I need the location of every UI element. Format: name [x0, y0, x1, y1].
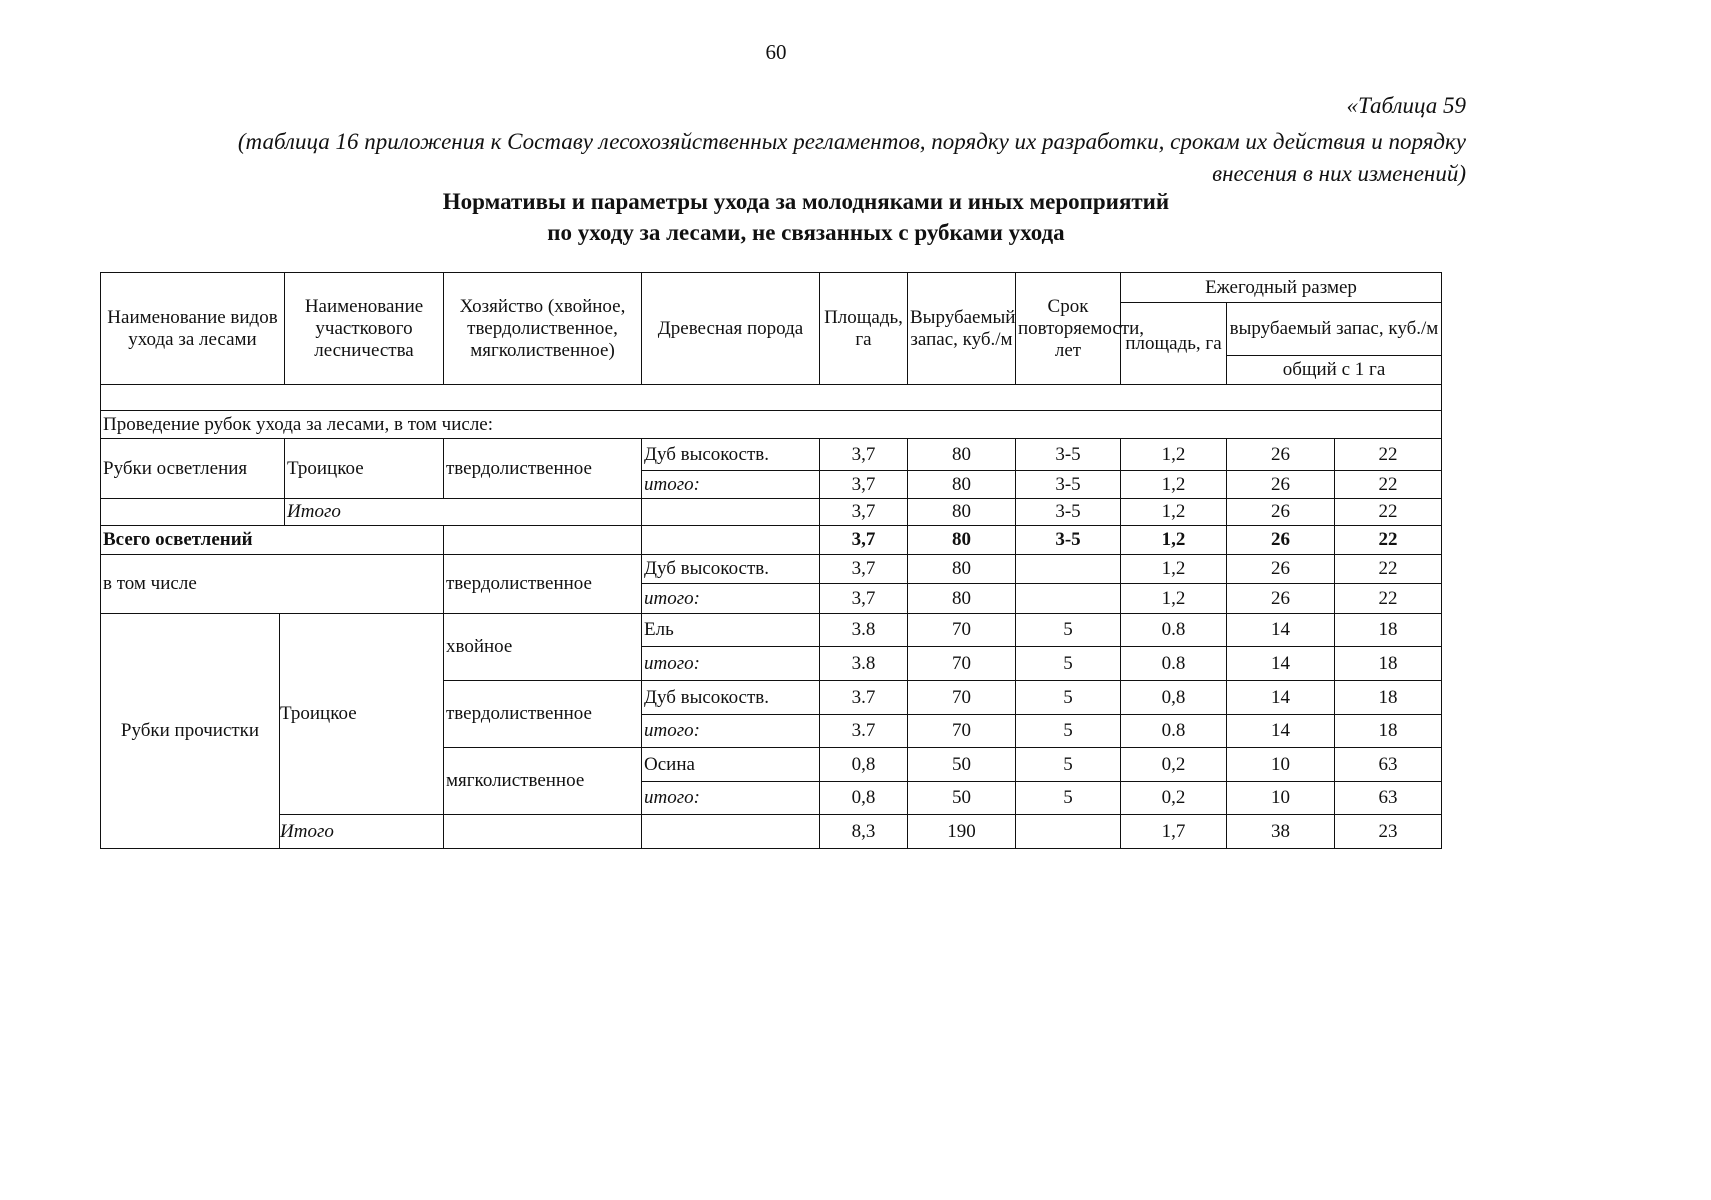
spacer-row	[101, 385, 1442, 411]
table-row	[101, 555, 1442, 584]
cell-period: 3-5	[1016, 526, 1121, 555]
cell-stock: 190	[908, 815, 1016, 849]
cell-area: 3,7	[820, 471, 908, 499]
table-row	[101, 526, 1442, 555]
cell-annual-total: 26	[1227, 555, 1335, 584]
header-annual-total: общий	[1282, 359, 1337, 380]
cell-species: итого:	[642, 471, 820, 499]
cell-annual-total: 14	[1227, 647, 1335, 681]
cell-annual-total: 26	[1227, 584, 1335, 614]
title-line-1: Нормативы и параметры ухода за молодняками и иных мероприятий	[442, 189, 1170, 214]
cell-economy: хвойное	[444, 614, 642, 681]
cell-area: 3.7	[820, 715, 908, 748]
cell-area: 3.8	[820, 614, 908, 647]
cell-period: 5	[1016, 748, 1121, 782]
cell-period: 3-5	[1016, 499, 1121, 526]
cell-annual-per-ha: 22	[1335, 471, 1442, 499]
cell-species: итого:	[642, 647, 820, 681]
cell-annual-per-ha: 18	[1335, 715, 1442, 748]
cell-period: 3-5	[1016, 439, 1121, 471]
cell-annual-per-ha: 18	[1335, 647, 1442, 681]
header-economy: Хозяйство (хвойное, твердолиственное, мягколиственное)	[444, 273, 642, 385]
cell-species: итого:	[642, 782, 820, 815]
header-repeat-period: Срок повторяемости, лет	[1016, 273, 1121, 385]
cell-stock: 80	[908, 555, 1016, 584]
cell-annual-area: 0,2	[1121, 782, 1227, 815]
header-area: Площадь, га	[820, 273, 908, 385]
cell-type: Рубки прочистки	[101, 614, 280, 849]
header-annual-per-ha: с 1 га	[1341, 359, 1386, 380]
cell-annual-area: 0,2	[1121, 748, 1227, 782]
header-species: Древесная порода	[642, 273, 820, 385]
cell-annual-per-ha: 22	[1335, 499, 1442, 526]
cell-area: 0,8	[820, 782, 908, 815]
cell-economy: твердолиственное	[444, 681, 642, 748]
cell-species: Дуб высокоств.	[642, 681, 820, 715]
cell-annual-per-ha: 63	[1335, 782, 1442, 815]
cell-incl-label: в том числе	[101, 555, 444, 614]
cell-annual-area: 0.8	[1121, 647, 1227, 681]
cell-annual-area: 1,2	[1121, 499, 1227, 526]
cell-annual-per-ha: 22	[1335, 439, 1442, 471]
cell-period	[1016, 555, 1121, 584]
cell-annual-per-ha: 63	[1335, 748, 1442, 782]
table-reference: «Таблица 59	[1346, 93, 1466, 118]
cell-species: итого:	[642, 715, 820, 748]
section-row	[101, 411, 1442, 439]
cell-annual-per-ha: 22	[1335, 555, 1442, 584]
header-annual-stock: вырубаемый запас, куб./м	[1227, 303, 1442, 356]
table-row	[101, 815, 1442, 849]
header-annual: Ежегодный размер	[1121, 273, 1442, 303]
cell-area: 3.7	[820, 681, 908, 715]
cell-annual-total: 26	[1227, 499, 1335, 526]
cell-annual-area: 1,2	[1121, 439, 1227, 471]
cell-annual-total: 10	[1227, 748, 1335, 782]
cell-annual-total: 14	[1227, 614, 1335, 647]
document-title	[0, 186, 1612, 248]
cell-annual-per-ha: 23	[1335, 815, 1442, 849]
cell-forestry: Троицкое	[280, 614, 444, 815]
cell-stock: 80	[908, 499, 1016, 526]
section-title: Проведение рубок ухода за лесами, в том числе:	[101, 411, 1442, 439]
cell-period	[1016, 815, 1121, 849]
cell-annual-per-ha: 18	[1335, 681, 1442, 715]
table-row	[101, 614, 1442, 647]
cell-period: 5	[1016, 681, 1121, 715]
cell-species: итого:	[642, 584, 820, 614]
cell-stock: 70	[908, 647, 1016, 681]
cell-itogo-label: Итого	[280, 815, 444, 849]
cell-annual-area: 1,2	[1121, 471, 1227, 499]
cell-total-label: Всего осветлений	[101, 526, 444, 555]
cell-area: 3,7	[820, 584, 908, 614]
table-source-note: (таблица 16 приложения к Составу лесохозяйственных регламентов, порядку их разработки, срокам их действия и порядку внесения в них изменений)	[237, 129, 1466, 186]
cell-annual-per-ha: 18	[1335, 614, 1442, 647]
cell-stock: 70	[908, 681, 1016, 715]
cell-annual-total: 14	[1227, 715, 1335, 748]
cell-species: Осина	[642, 748, 820, 782]
cell-annual-area: 1,2	[1121, 555, 1227, 584]
cell-area: 0,8	[820, 748, 908, 782]
cell-annual-per-ha: 22	[1335, 526, 1442, 555]
cell-economy: твердолиственное	[444, 439, 642, 499]
cell-area: 8,3	[820, 815, 908, 849]
header-row-1	[101, 273, 1442, 303]
cell-annual-total: 14	[1227, 681, 1335, 715]
cell-stock: 80	[908, 584, 1016, 614]
cell-annual-total: 26	[1227, 471, 1335, 499]
header-forestry: Наименование участкового лесничества	[285, 273, 444, 385]
cell-period: 5	[1016, 647, 1121, 681]
cell-species: Дуб высокоств.	[642, 439, 820, 471]
cell-area: 3,7	[820, 499, 908, 526]
header-types: Наименование видов ухода за лесами	[101, 273, 285, 385]
cell-annual-area: 0.8	[1121, 715, 1227, 748]
title-line-2: по уходу за лесами, не связанных с рубками ухода	[547, 220, 1065, 245]
cell-area: 3,7	[820, 526, 908, 555]
cell-forestry: Троицкое	[285, 439, 444, 499]
cell-stock: 70	[908, 614, 1016, 647]
cell-period: 5	[1016, 782, 1121, 815]
cell-period: 5	[1016, 614, 1121, 647]
cell-annual-total: 26	[1227, 526, 1335, 555]
cell-type: Рубки осветления	[101, 439, 285, 499]
cell-economy: мягколиственное	[444, 748, 642, 815]
cell-annual-area: 1,2	[1121, 584, 1227, 614]
cell-annual-total: 26	[1227, 439, 1335, 471]
cell-stock: 50	[908, 782, 1016, 815]
cell-economy: твердолиственное	[444, 555, 642, 614]
cell-annual-area: 0.8	[1121, 614, 1227, 647]
cell-stock: 80	[908, 471, 1016, 499]
cell-annual-total: 10	[1227, 782, 1335, 815]
page-number: 60	[765, 40, 787, 64]
cell-annual-area: 1,2	[1121, 526, 1227, 555]
header-annual-area: площадь, га	[1121, 303, 1227, 385]
cell-itogo-label: Итого	[285, 499, 642, 526]
cell-species: Ель	[642, 614, 820, 647]
cell-stock: 70	[908, 715, 1016, 748]
cell-stock: 80	[908, 526, 1016, 555]
table-row	[101, 499, 1442, 526]
cell-area: 3,7	[820, 439, 908, 471]
cell-period: 3-5	[1016, 471, 1121, 499]
cell-annual-total: 38	[1227, 815, 1335, 849]
table-row	[101, 439, 1442, 471]
cell-stock: 80	[908, 439, 1016, 471]
header-cut-stock: Вырубаемый запас, куб./м	[908, 273, 1016, 385]
cell-period: 5	[1016, 715, 1121, 748]
cell-area: 3,7	[820, 555, 908, 584]
cell-annual-area: 1,7	[1121, 815, 1227, 849]
cell-period	[1016, 584, 1121, 614]
cell-annual-per-ha: 22	[1335, 584, 1442, 614]
cell-area: 3.8	[820, 647, 908, 681]
cell-annual-area: 0,8	[1121, 681, 1227, 715]
cell-species: Дуб высокоств.	[642, 555, 820, 584]
cell-stock: 50	[908, 748, 1016, 782]
header-annual-subcols	[1227, 356, 1442, 385]
norms-table	[100, 272, 1442, 849]
